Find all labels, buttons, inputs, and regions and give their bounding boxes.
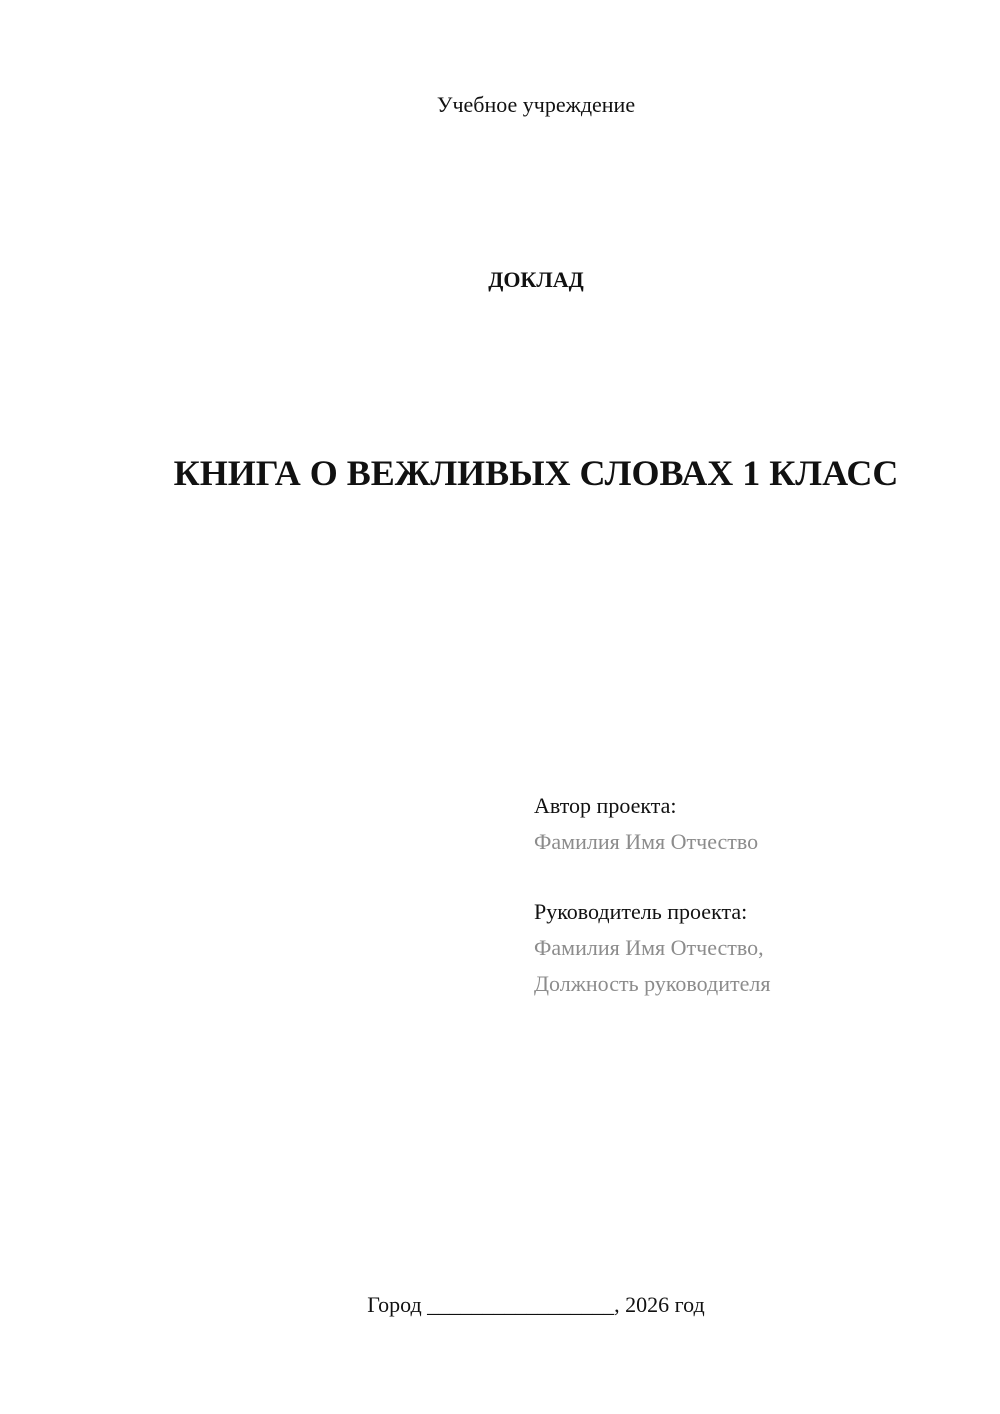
document-type: ДОКЛАД (488, 267, 584, 292)
supervisor-position: Должность руководителя (534, 971, 771, 996)
author-name: Фамилия Имя Отчество (534, 829, 759, 854)
institution-name: Учебное учреждение (436, 92, 636, 117)
supervisor-label: Руководитель проекта: (534, 899, 748, 924)
supervisor-name: Фамилия Имя Отчество, (534, 935, 764, 960)
info-spacer (534, 860, 974, 894)
author-label: Автор проекта: (534, 793, 677, 818)
project-info-block (534, 788, 974, 1002)
city-year-line: Город _________________, 2026 год (367, 1292, 705, 1317)
document-title: КНИГА О ВЕЖЛИВЫХ СЛОВАХ 1 КЛАСС (173, 453, 899, 493)
